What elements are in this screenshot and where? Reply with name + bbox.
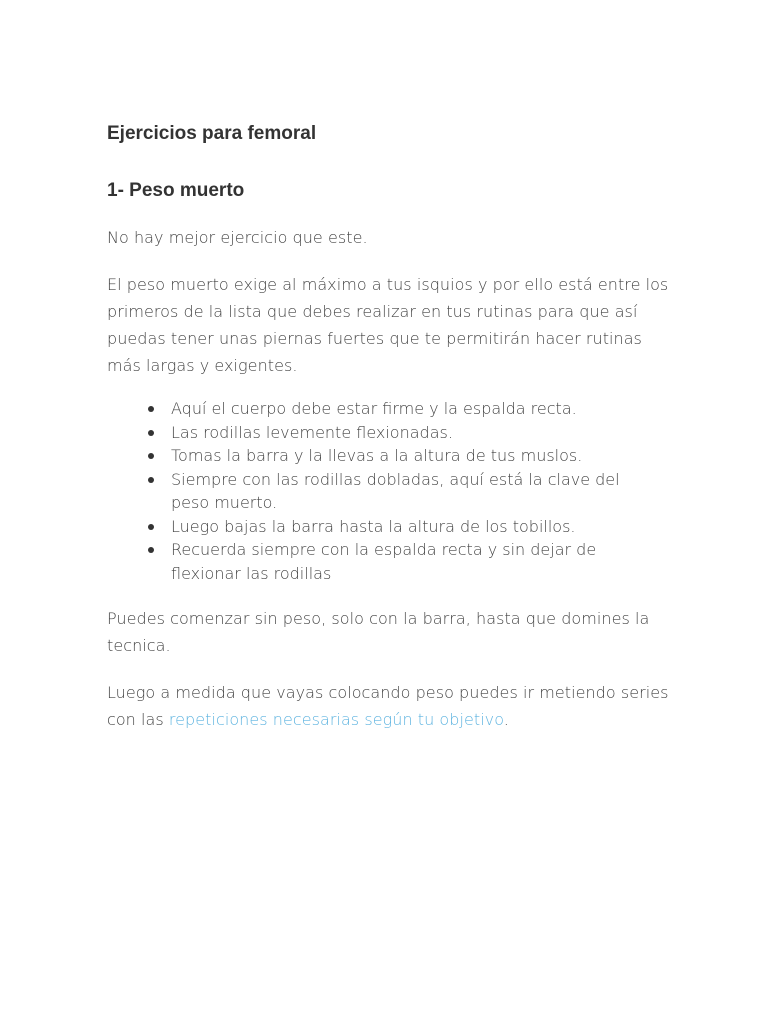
article — [107, 120, 677, 733]
last-paragraph-text: Luego a medida que vayas colocando peso puedes ir metiendo series con las — [107, 683, 669, 729]
list-item — [171, 397, 641, 421]
section-heading: 1- Peso muerto — [107, 180, 245, 201]
list-item — [171, 468, 641, 515]
bullet-icon — [148, 406, 154, 412]
list-item-text: Tomas la barra y la llevas a la altura de tus muslos. — [171, 446, 583, 465]
objective-repetitions-link[interactable]: repeticiones necesarias según tu objetivo — [168, 710, 504, 729]
main-paragraph: El peso muerto exige al máximo a tus isquios y por ello está entre los primeros de la lista que debes realizar en tus rutinas para que así puedas tener unas piernas fuertes que te permitirán hacer rutinas más largas y exigentes. — [107, 275, 669, 375]
bullet-icon — [148, 524, 154, 530]
list-item-text: Las rodillas levemente flexionadas. — [171, 422, 453, 442]
bullet-icon — [148, 430, 154, 436]
page-title: Ejercicios para femoral — [107, 123, 317, 144]
bullet-icon — [148, 547, 154, 553]
bullet-icon — [148, 477, 154, 483]
list-item-text: Aquí el cuerpo debe estar firme y la espalda recta. — [171, 399, 577, 418]
list-item — [171, 421, 641, 445]
last-paragraph-period: . — [503, 710, 509, 729]
after-list-paragraph: Puedes comenzar sin peso, solo con la barra, hasta que domines la tecnica. — [107, 609, 650, 655]
list-item — [171, 538, 641, 585]
last-paragraph — [107, 679, 677, 733]
list-item-text: Luego bajas la barra hasta la altura de los tobillos. — [171, 516, 576, 536]
intro-paragraph: No hay mejor ejercicio que este. — [107, 228, 368, 247]
bullet-icon — [148, 453, 154, 459]
steps-list — [107, 397, 677, 585]
list-item — [171, 515, 641, 539]
list-item — [171, 444, 641, 468]
list-item-text: Siempre con las rodillas dobladas, aquí está la clave del peso muerto. — [171, 469, 620, 512]
list-item-text: Recuerda siempre con la espalda recta y sin dejar de flexionar las rodillas — [171, 540, 597, 583]
